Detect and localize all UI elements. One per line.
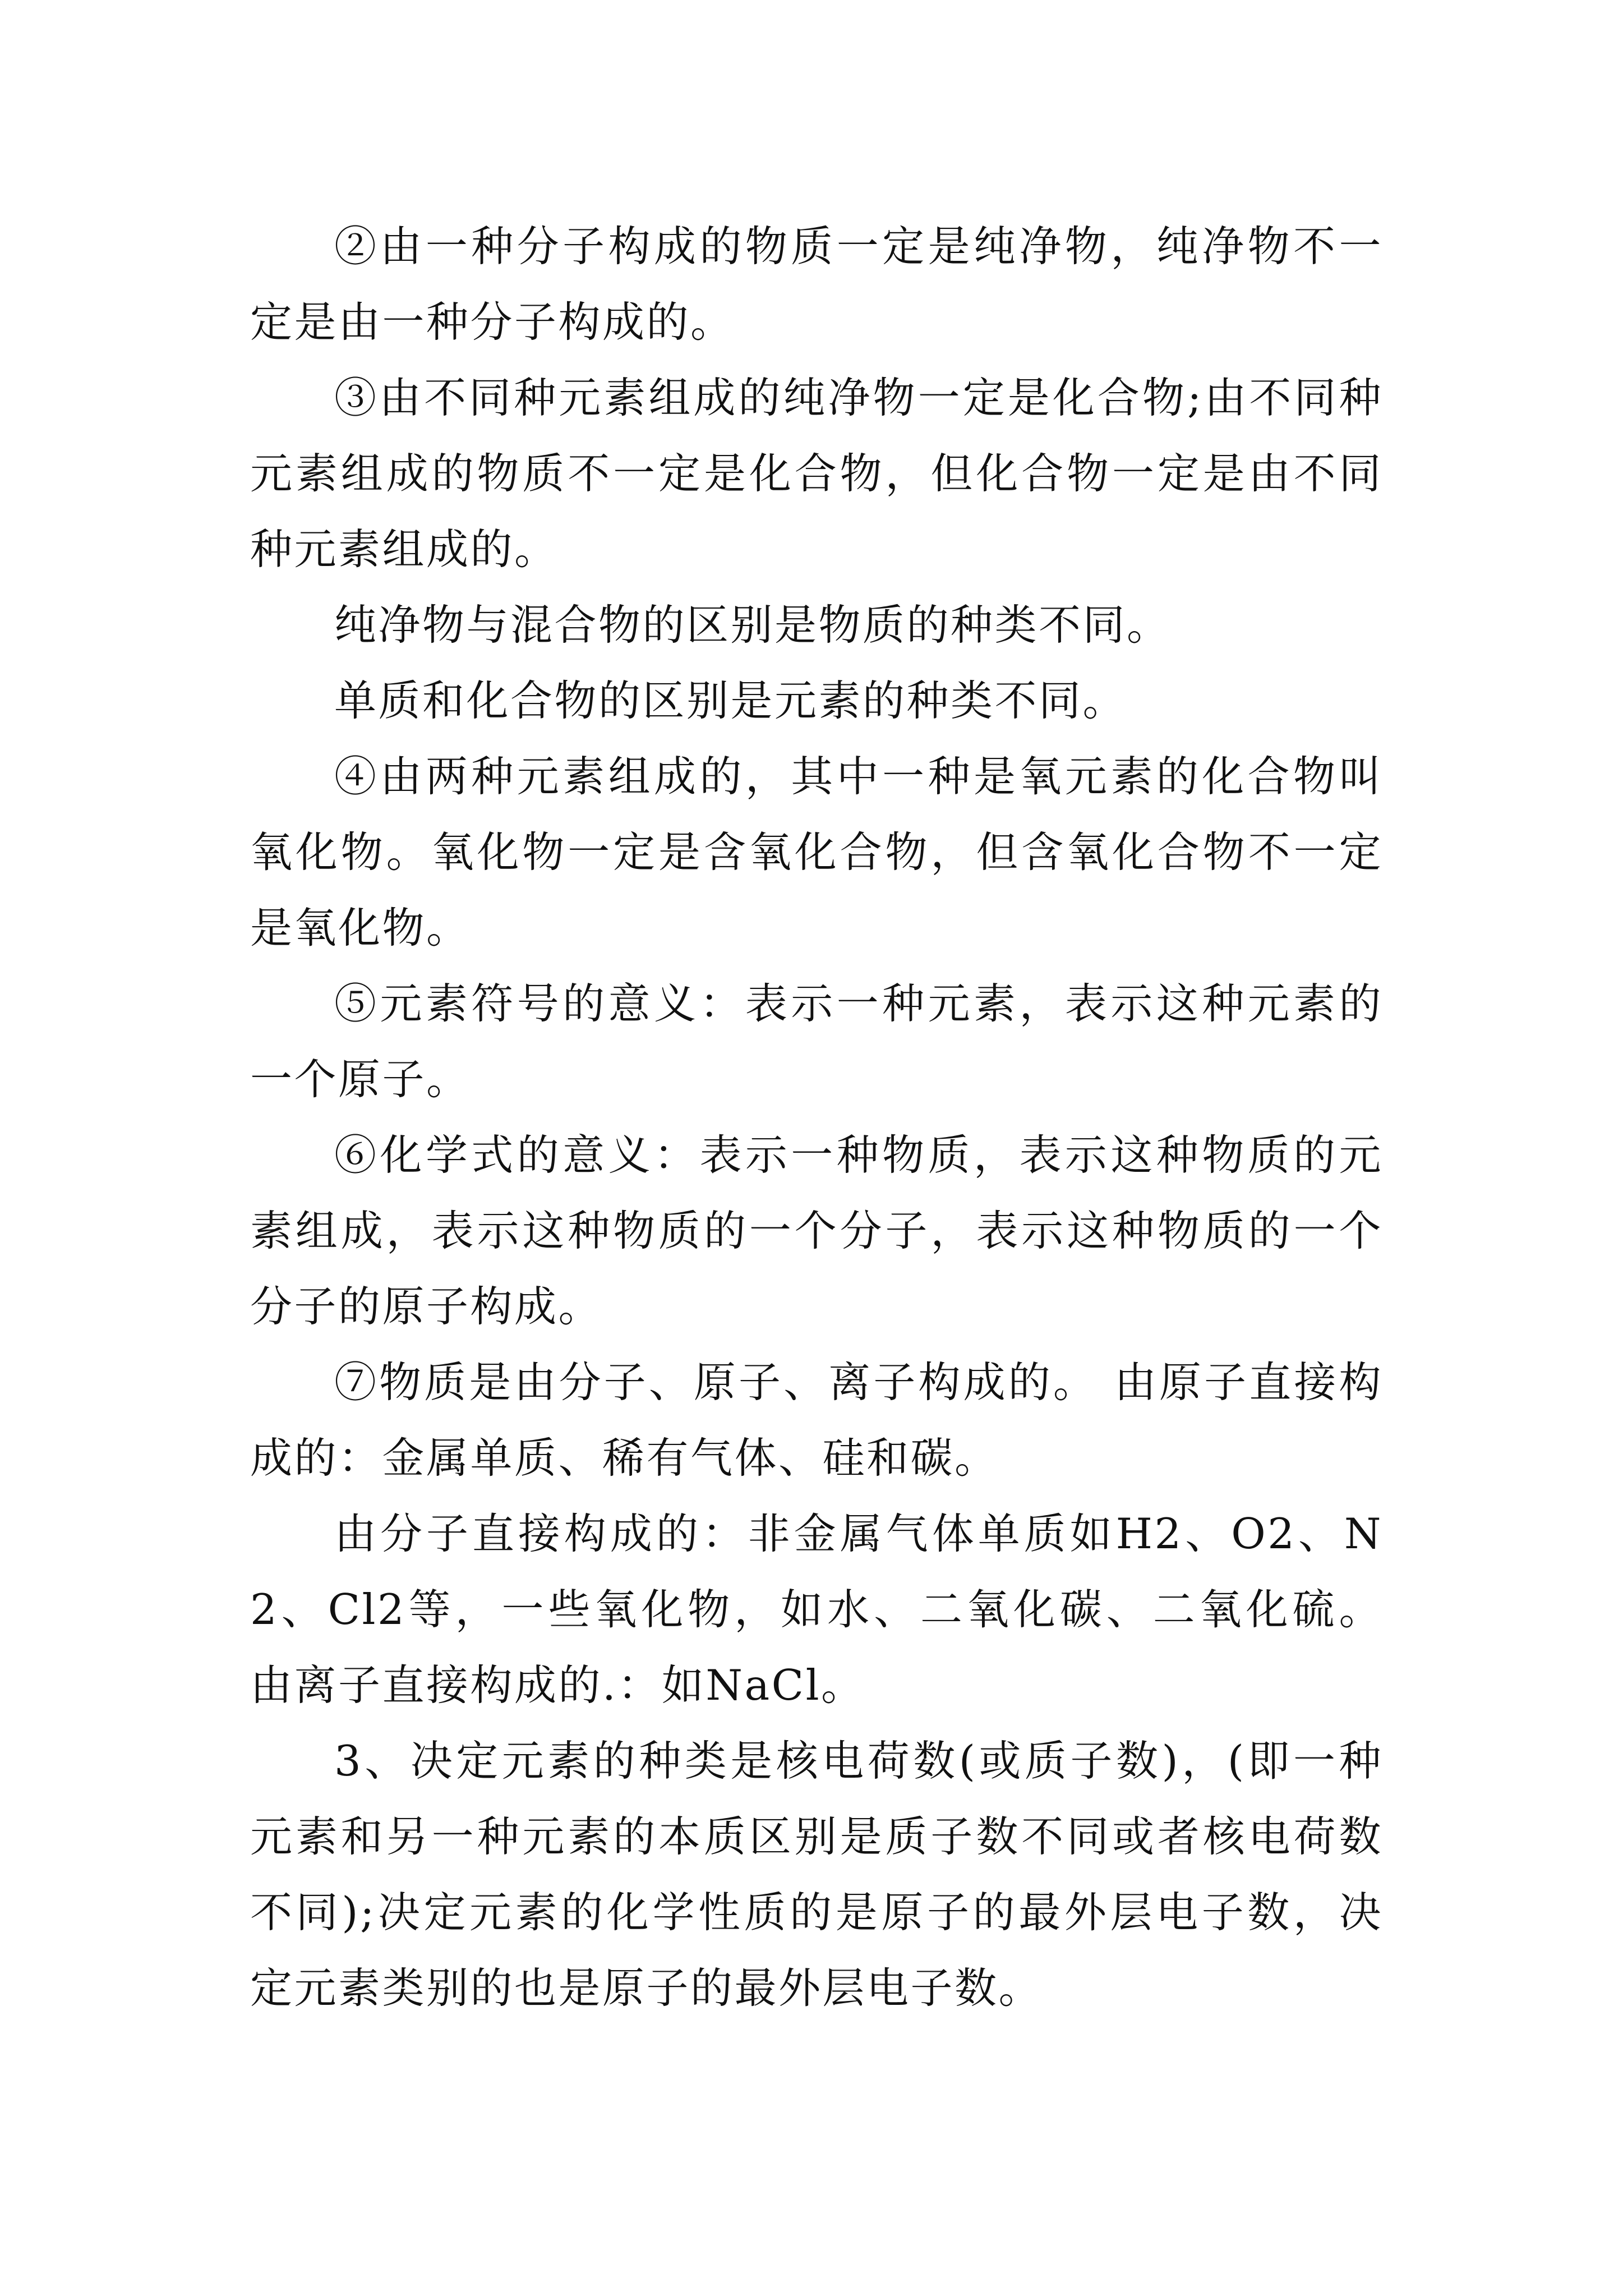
paragraph-section-3: 3、决定元素的种类是核电荷数(或质子数)，(即一种元素和另一种元素的本质区别是质子数不同或者核电荷数不同);决定元素的化学性质的是原子的最外层电子数，决定元素类别的也是原子的最外层电子数。 [250, 1736, 1383, 2013]
document-body [250, 209, 1383, 2026]
paragraph-7: ⑦物质是由分子、原子、离子构成的。 由原子直接构成的：金属单质、稀有气体、硅和碳。 [250, 1358, 1383, 1483]
paragraph-6: ⑥化学式的意义：表示一种物质，表示这种物质的元素组成，表示这种物质的一个分子，表示这种物质的一个分子的原子构成。 [250, 1130, 1383, 1331]
paragraph-4: ④由两种元素组成的，其中一种是氧元素的化合物叫氧化物。氧化物一定是含氧化合物，但含氧化合物不一定是氧化物。 [250, 752, 1383, 953]
paragraph-5: ⑤元素符号的意义：表示一种元素，表示这种元素的一个原子。 [250, 979, 1383, 1104]
paragraph-molecules: 由分子直接构成的：非金属气体单质如H2、O2、N2、Cl2等，一些氧化物，如水、二氧化碳、二氧化硫。 由离子直接构成的.：如NaCl。 [250, 1509, 1383, 1710]
paragraph-2: ②由一种分子构成的物质一定是纯净物，纯净物不一定是由一种分子构成的。 [250, 222, 1383, 347]
paragraph-3: ③由不同种元素组成的纯净物一定是化合物;由不同种元素组成的物质不一定是化合物，但化合物一定是由不同种元素组成的。 [250, 373, 1383, 574]
paragraph-pure-vs-mixture: 纯净物与混合物的区别是物质的种类不同。 [334, 600, 1171, 650]
paragraph-element-vs-compound: 单质和化合物的区别是元素的种类不同。 [334, 676, 1127, 725]
